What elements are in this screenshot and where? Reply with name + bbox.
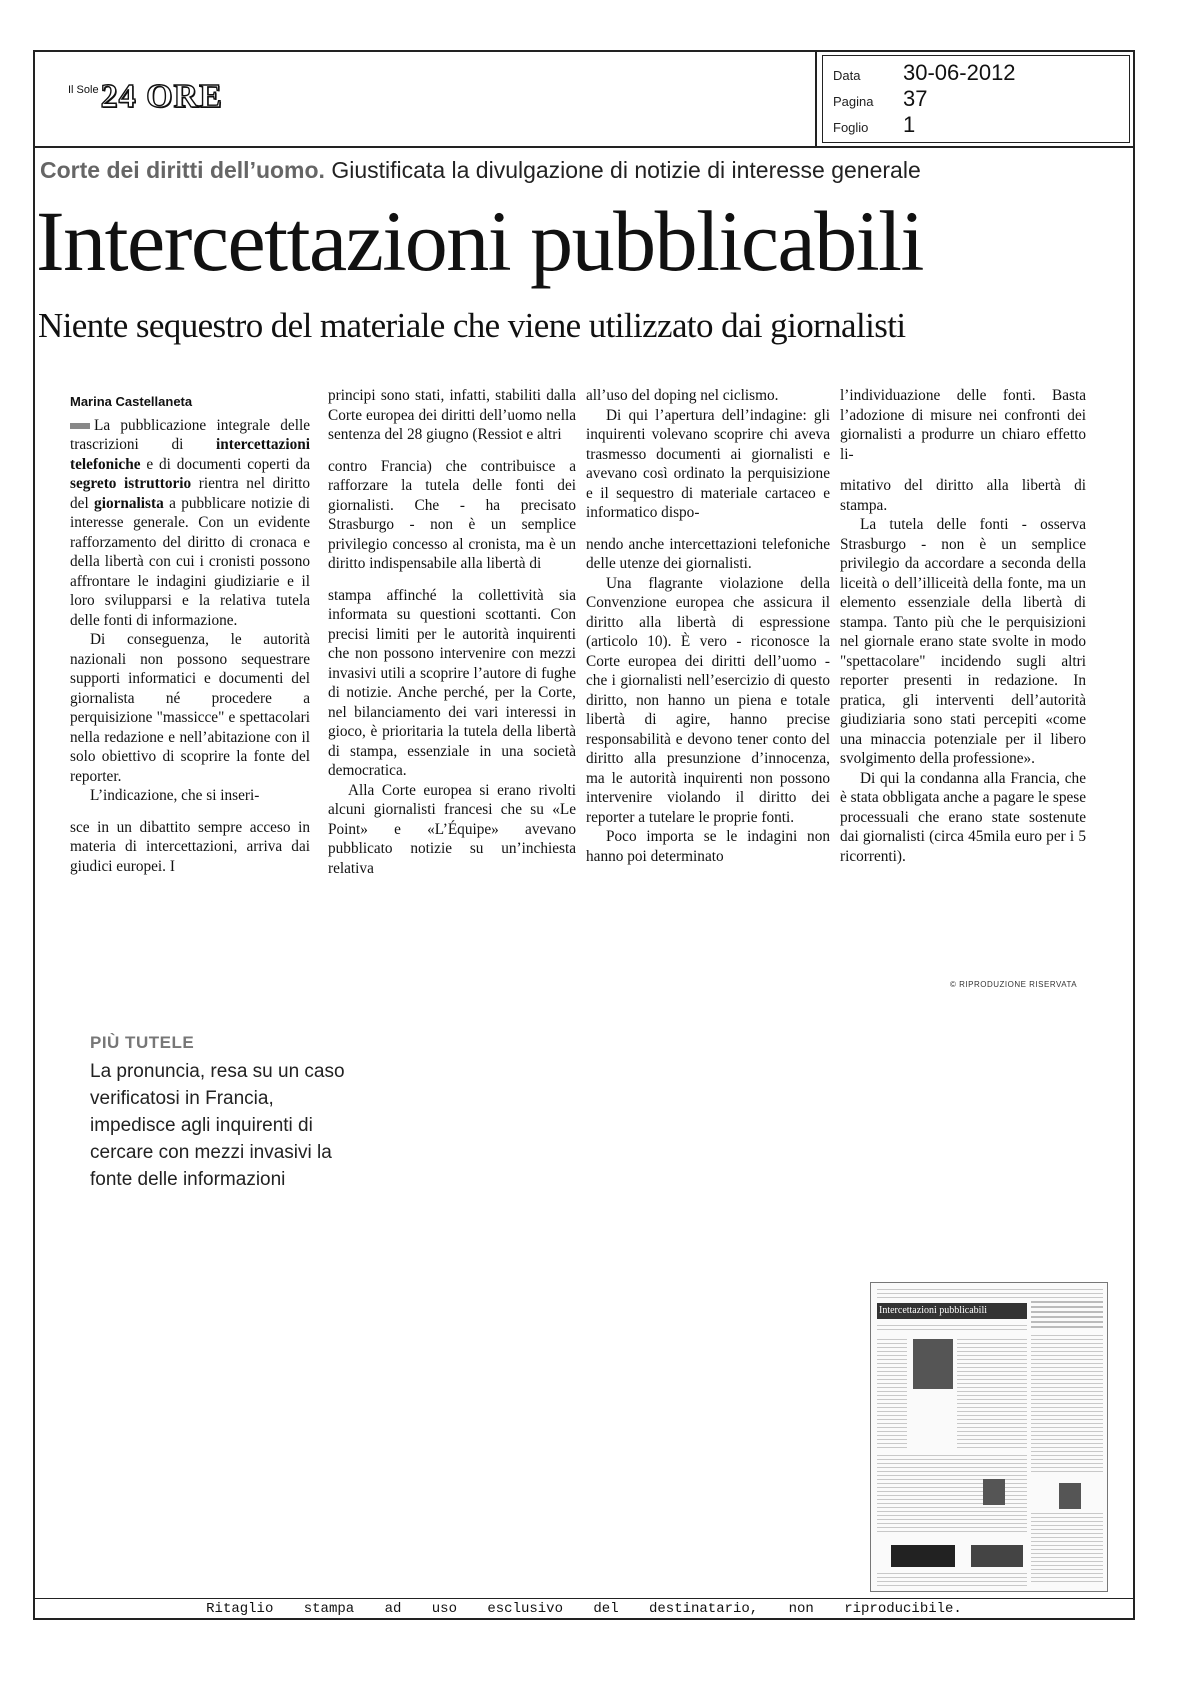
article-headline: Intercettazioni pubblicabili bbox=[36, 193, 923, 289]
lead-marker-icon bbox=[70, 423, 90, 429]
body-paragraph: all’uso del doping nel ciclismo. bbox=[586, 387, 779, 404]
article-column-4 bbox=[840, 386, 1086, 866]
thumb-bottom-lines bbox=[877, 1573, 1027, 1587]
thumb-text-column bbox=[877, 1339, 907, 1449]
newspaper-logo bbox=[68, 80, 223, 114]
thumb-text-column bbox=[1031, 1335, 1103, 1475]
thumb-headline-text: Intercettazioni pubblicabili bbox=[879, 1305, 988, 1316]
thumb-text-column bbox=[957, 1339, 1027, 1449]
body-paragraph: Di qui l’apertura dell’indagine: gli inquirenti volevano scoprire chi aveva trasmesso documenti ai giornalisti e avevano così ordinato la perquisizione e il sequestro di materiale cartaceo e informatico dispo- nendo anche intercettazioni telefoniche delle utenze dei giornalisti. bbox=[586, 406, 830, 572]
body-paragraph: Alla Corte europea si erano rivolti alcuni giornalisti francesi che su «Le Point» e «L’Équipe» avevano pubblicato notizie su un’inchiesta relativa bbox=[328, 781, 576, 877]
body-paragraph: L’indicazione, che si inseri- sce in un dibattito sempre acceso in materia di intercettazioni, arriva dai giudici europei. I bbox=[70, 787, 310, 875]
thumb-text-column bbox=[1031, 1513, 1103, 1583]
thumb-ad-logo bbox=[971, 1545, 1023, 1567]
meta-label: Foglio bbox=[833, 120, 869, 135]
meta-row-data bbox=[833, 60, 1016, 86]
thumb-ad-logo bbox=[891, 1545, 955, 1567]
thumb-top-lines bbox=[877, 1289, 1103, 1299]
body-paragraph: La pubblicazione integrale delle trascrizioni di intercettazioni telefoniche e di documenti coperti da segreto istruttorio rientra nel diritto del giornalista a pubblicare notizie di interesse generale. Con un evidente rafforzamento del diritto di cronaca e della libertà con cui i cronisti possono affrontare le indagini giudiziarie e il loro svilupparsi e la relativa tutela delle fonti di informazione. bbox=[70, 416, 311, 629]
byline: Marina Castellaneta bbox=[70, 394, 193, 409]
thumb-side-column bbox=[1031, 1301, 1103, 1329]
thumb-subhead-lines bbox=[877, 1325, 1027, 1333]
body-paragraph: Poco importa se le indagini non hanno poi determinato bbox=[586, 828, 830, 865]
article-overline bbox=[40, 157, 921, 184]
body-paragraph: principi sono stati, infatti, stabiliti dalla Corte europea dei diritti dell’uomo nella sentenza del 28 giugno (Ressiot e altri contro Francia) che contribuisce a rafforzare la tutela delle fonti dei giornalisti. Che - ha precisato Strasburgo - non è un semplice privilegio concesso al cronista, ma è un diritto indispensabile alla libertà di stampa affinché la collettività sia informata su questioni scottanti. Con precisi limiti per le autorità inquirenti che non possono intervenire con mezzi invasivi utili a scoprire l’autore di fughe di notizie. Anche perché, per la Corte, nel bilanciamento dei vari interessi in gioco, è prioritaria la tutela della libertà di stampa, essenziale in una società democratica. bbox=[328, 387, 576, 779]
page-thumbnail-image bbox=[870, 1282, 1108, 1592]
meta-label: Pagina bbox=[833, 94, 874, 109]
thumb-photo-block bbox=[983, 1479, 1005, 1505]
overline-text: Giustificata la divulgazione di notizie di interesse generale bbox=[331, 157, 921, 183]
meta-label: Data bbox=[833, 68, 861, 83]
article-column-2 bbox=[328, 386, 576, 878]
thumb-photo-block bbox=[1059, 1483, 1081, 1509]
overline-kicker: Corte dei diritti dell’uomo. bbox=[40, 157, 325, 183]
sidebar-text: La pronuncia, resa su un caso verificatosi in Francia, impedisce agli inquirenti di cercare con mezzi invasivi la fonte delle informazioni bbox=[90, 1061, 345, 1190]
body-paragraph: Di conseguenza, le autorità nazionali non possono sequestrare supporti informatici e documenti del giornalista né procedere a perquisizione "massicce" e spettacolari nella redazione e nell’abitazione con il solo obiettivo di scoprire la fonte del reporter. bbox=[70, 631, 310, 785]
sidebar-title: PIÙ TUTELE bbox=[90, 1033, 195, 1052]
body-paragraph: l’individuazione delle fonti. Basta l’adozione di misure nei confronti dei giornalisti a produrre un chiaro effetto li- mitativo del diritto alla libertà di stampa. bbox=[840, 387, 1086, 514]
body-paragraph: Di qui la condanna alla Francia, che è stata obbligata anche a pagare le spese processuali che erano state sostenute dai giornalisti (circa 45mila euro per i 5 ricorrenti). bbox=[840, 769, 1086, 865]
copyright-note: © RIPRODUZIONE RISERVATA bbox=[950, 980, 1078, 989]
article-column-3 bbox=[586, 386, 830, 866]
article-subhead: Niente sequestro del materiale che viene utilizzato dai giornalisti bbox=[38, 306, 906, 345]
body-paragraph: La tutela delle fonti - osserva Strasburgo - non è un semplice privilegio da accordare a seconda della liceità o dell’illiceità della fonte, ma un elemento essenziale della libertà di stampa. Tanto più che le perquisizioni nel giornale erano state svolte in modo "spettacolare" incidendo sugli altri reporter presenti in redazione. In pratica, gli interventi dell’autorità giudiziaria sono stati percepiti «come una minaccia potenziale per il libero svolgimento della professione». bbox=[840, 516, 1086, 767]
meta-value: 37 bbox=[903, 86, 928, 111]
meta-value: 1 bbox=[903, 112, 916, 137]
article-column-1 bbox=[70, 392, 310, 876]
footer-disclaimer: Ritaglio stampa ad uso esclusivo del destinatario, non riproducibile. bbox=[206, 1601, 962, 1617]
logo-small-text: Il Sole bbox=[68, 84, 99, 96]
body-paragraph: Una flagrante violazione della Convenzione europea che assicura il diritto alla libertà di espressione (articolo 10). È vero - riconosce la Corte europea dei diritti dell’uomo - che i giornalisti nell’esercizio di questo diritto, non hanno un piena e totale libertà di agire, hanno precise responsabilità e devono tener conto del diritto alla presunzione d’innocenza, ma le autorità inquirenti non possono intervenire violando il diritto dei reporter a tutelare le proprie fonti. bbox=[586, 574, 830, 826]
logo-big-text: 24 ORE bbox=[100, 78, 223, 115]
meta-value: 30-06-2012 bbox=[903, 60, 1016, 85]
thumb-image-block bbox=[913, 1339, 953, 1389]
meta-row-pagina bbox=[833, 86, 927, 112]
meta-row-foglio bbox=[833, 112, 915, 138]
